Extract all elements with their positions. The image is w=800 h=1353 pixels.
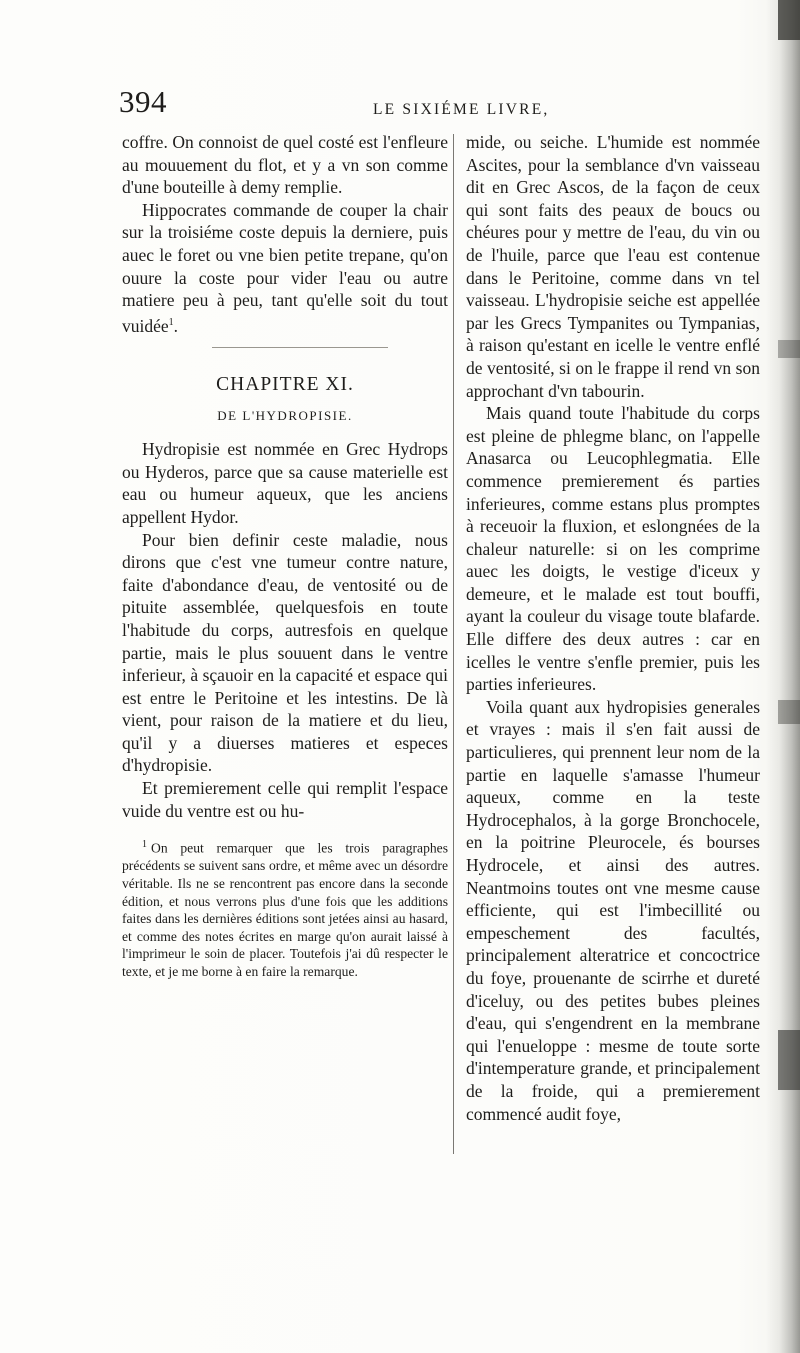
section-divider: [212, 347, 388, 348]
page-binding-edge: [766, 0, 800, 1353]
paragraph: Et premierement celle qui remplit l'espace vuide du ventre est ou hu-: [122, 778, 448, 821]
column-divider: [453, 134, 454, 1154]
footnote-reference: 1: [168, 316, 174, 328]
chapter-subtitle: DE L'HYDROPISIE.: [217, 408, 353, 424]
page-number: 394: [119, 84, 167, 119]
paragraph: Pour bien definir ceste maladie, nous dirons que c'est vne tumeur contre nature, faite d'abondance d'eau, de ventosité ou de pituite assemblée, quelquesfois en toute l'habitude du corps, autresfois en quelque partie, mais le plus souuent dans le ventre inferieur, à sçauoir en la capacité et espace qui est entre le Peritoine et les intestins. De là vient, pour raison de la matiere et du lieu, qu'il y a diuerses matieres et especes d'hydropisie.: [122, 529, 448, 776]
chapter-title: CHAPITRE XI.: [216, 374, 354, 396]
running-head: LE SIXIÉME LIVRE,: [373, 101, 550, 118]
paragraph-text: Hippocrates commande de couper la chair sur la troisiéme coste depuis la derniere, puis auec le foret ou vne bien petite trepane, qu'on ouure la coste pour vider l'eau ou autre matiere peu à peu, tant qu'elle soit du tout vuidée: [122, 199, 448, 336]
paragraph: mide, ou seiche. L'humide est nommée Ascites, pour la semblance d'vn vaisseau dit en Grec Ascos, de la façon de ceux qui sont faits des peaux de boucs ou chéures pour y mettre de l'eau, du vin ou de l'huile, parce que l'eau est contenue dans le Peritoine, comme dans vn tel vaisseau. L'hydropisie seiche est appellée par les Grecs Tympanites ou Tympanias, à raison qu'estant en icelle le ventre enflé de ventosité, si on le frappe il rend vn son approchant d'vn tabourin.: [466, 132, 760, 401]
footnote-mark: 1: [142, 839, 147, 851]
paragraph: Hydropisie est nommée en Grec Hydrops ou Hyderos, parce que sa cause materielle est eau ou humeur aqueux, que les anciens appellent Hydor.: [122, 439, 448, 527]
left-column: [122, 131, 448, 981]
paragraph: coffre. On connoist de quel costé est l'enfleure au mouuement du flot, et y a vn son comme d'une bouteille à demy remplie.: [122, 132, 448, 198]
paragraph: Hippocrates commande de couper la chair sur la troisiéme coste depuis la derniere, puis auec le foret ou vne bien petite trepane, qu'on ouure la coste pour vider l'eau ou autre matiere peu à peu, tant qu'elle soit du tout vuidée$^1$.: [122, 199, 448, 336]
footnote: [122, 836, 448, 980]
paragraph: Voila quant aux hydropisies generales et vrayes : mais il s'en fait aussi de particulieres, qui prennent leur nom de la partie en laquelle s'amasse l'humeur aqueux, comme en la teste Hydrocephalos, à la gorge Bronchocele, en la poitrine Pleurocele, és bourses Hydrocele, et ainsi des autres. Neantmoins toutes ont vne mesme cause efficiente, qui est l'imbecillité ou empeschement des facultés, principalement alteratrice et concoctrice du foye, prouenante de scirrhe et dureté d'iceluy, ou des petites bubes pleines d'eau, qui s'engendrent en la membrane qui l'enueloppe : mesme de toute sorte d'intemperature grande, et principalement de la froide, qui a premierement commencé audit foye,: [466, 696, 760, 1124]
footnote-text: On peut remarquer que les trois paragraphes précédents se suivent sans ordre, et même avec un désordre véritable. Ils ne se rencontrent pas encore dans la seconde édition, et nous verrons plus d'une fois que les additions faites dans les dernières éditions sont jetées ainsi au hasard, et comme des notes écrites en marge qu'on aurait laissé à l'imprimeur le soin de placer. Toutefois j'ai dû respecter le texte, et je me borne à en faire la remarque.: [122, 840, 448, 979]
paragraph: Mais quand toute l'habitude du corps est pleine de phlegme blanc, on l'appelle Anasarca ou Leucophlegmatia. Elle commence premierement és parties inferieures, comme estans plus promptes à receuoir la fluxion, et eslongnées de la chaleur naturelle: si on les comprime auec les doigts, le vestige d'iceux y demeure, et le malade est tout bouffi, ayant la couleur du visage toute blafarde. Elle differe des deux autres : car en icelles le ventre s'enfle premier, puis les parties inferieures.: [466, 403, 760, 695]
right-column: [466, 131, 760, 1125]
